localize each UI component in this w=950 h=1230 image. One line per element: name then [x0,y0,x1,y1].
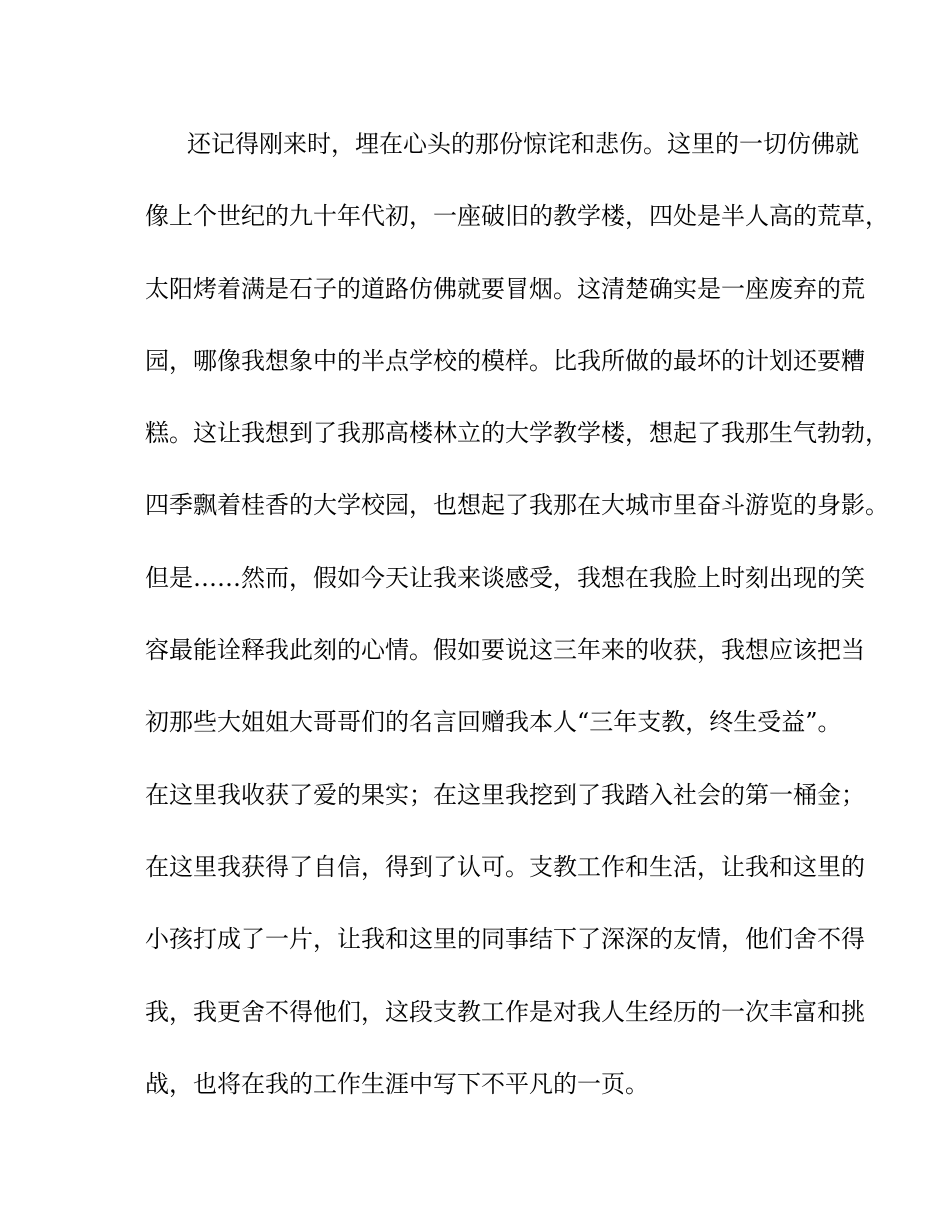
paragraph-line-9: 初那些大姐姐大哥哥们的名言回赠我本人“三年支教，终生受益”。 [145,708,842,737]
paragraph-line-5: 糕。这让我想到了我那高楼林立的大学教学楼，想起了我那生气勃勃， [145,419,889,448]
paragraph-line-11: 在这里我获得了自信，得到了认可。支教工作和生活，让我和这里的 [145,852,865,881]
paragraph-line-14: 战，也将在我的工作生涯中写下不平凡的一页。 [145,1069,649,1098]
paragraph-line-6: 四季飘着桂香的大学校园，也想起了我那在大城市里奋斗游览的身影。 [145,491,889,520]
paragraph-line-13: 我，我更舍不得他们，这段支教工作是对我人生经历的一次丰富和挑 [145,997,865,1026]
paragraph-line-10: 在这里我收获了爱的果实；在这里我挖到了我踏入社会的第一桶金； [145,780,865,809]
paragraph-line-1: 还记得刚来时，埋在心头的那份惊诧和悲伤。这里的一切仿佛就 [187,130,859,158]
paragraph [145,118,889,1130]
paragraph-line-3: 太阳烤着满是石子的道路仿佛就要冒烟。这清楚确实是一座废弃的荒 [145,274,865,303]
paragraph-line-12: 小孩打成了一片，让我和这里的同事结下了深深的友情，他们舍不得 [145,925,865,954]
paragraph-line-7: 但是……然而，假如今天让我来谈感受，我想在我脸上时刻出现的笑 [145,563,865,592]
paragraph-line-2: 像上个世纪的九十年代初，一座破旧的教学楼，四处是半人高的荒草， [145,202,889,231]
paragraph-line-8: 容最能诠释我此刻的心情。假如要说这三年来的收获，我想应该把当 [145,636,865,665]
paragraph-line-4: 园，哪像我想象中的半点学校的模样。比我所做的最坏的计划还要糟 [145,346,865,375]
